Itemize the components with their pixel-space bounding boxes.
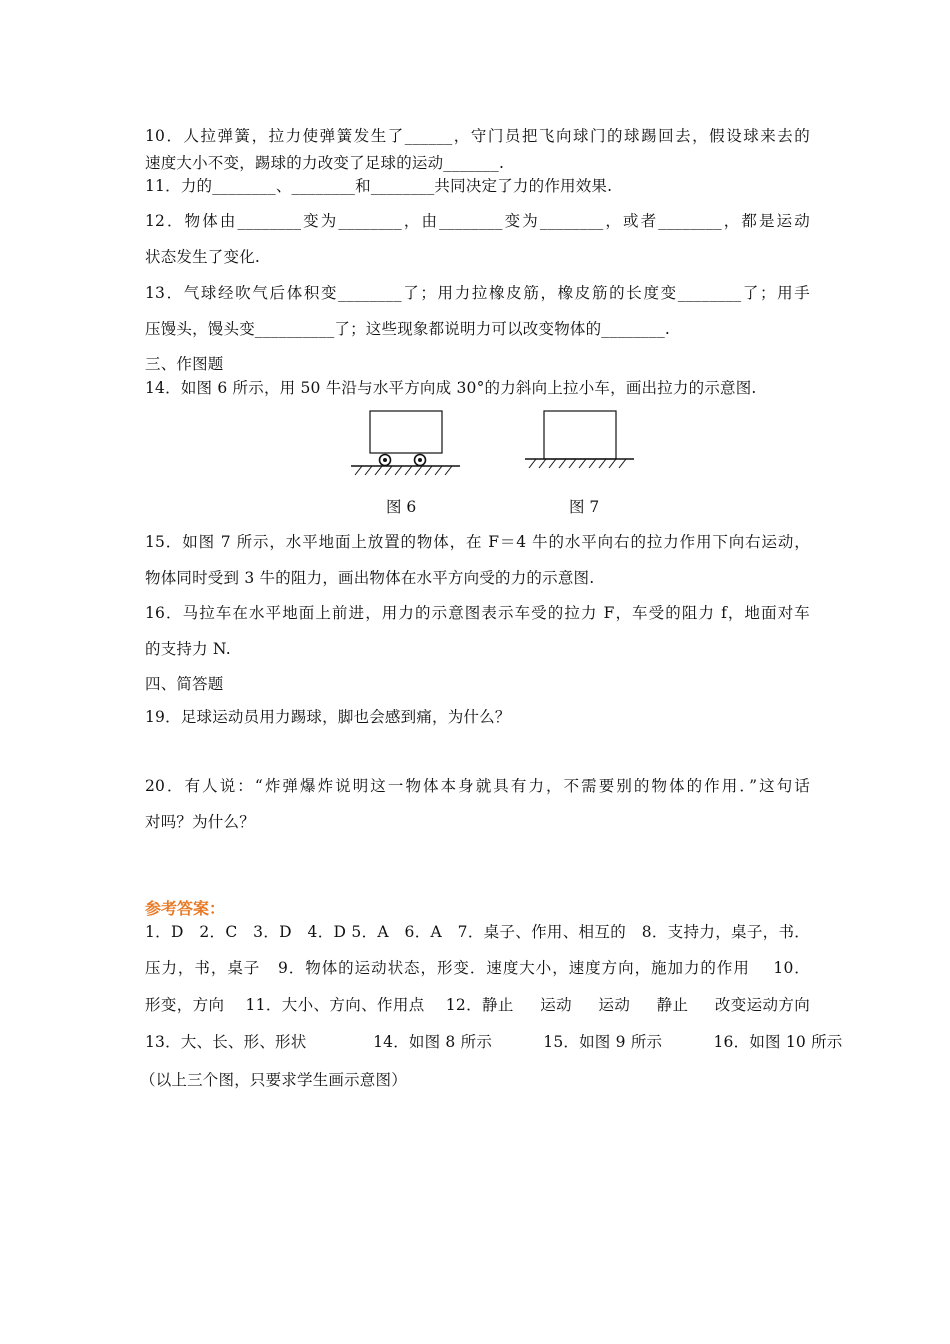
question-15-line-1: 15．如图 7 所示，水平地面上放置的物体，在 F＝4 牛的水平向右的拉力作用下向右运动， [145, 533, 810, 551]
figure-6-cart-diagram [348, 405, 463, 477]
question-13-line-1: 13．气球经吹气后体积变________了；用力拉橡皮筋，橡皮筋的长度变________了；用手 [145, 284, 810, 302]
figure-7-caption: 图 7 [569, 498, 600, 516]
question-10-line-2: 速度大小不变，踢球的力改变了足球的运动_______. [145, 154, 505, 172]
section-short-answer-heading: 四、简答题 [145, 675, 224, 693]
answers-line-2: 压力，书，桌子 9．物体的运动状态，形变．速度大小，速度方向，施加力的作用 10． [145, 959, 810, 977]
question-20-line-2: 对吗？为什么？ [145, 813, 255, 831]
question-16-line-1: 16．马拉车在水平地面上前进，用力的示意图表示车受的拉力 F，车受的阻力 f，地面对车 [145, 604, 810, 622]
question-19: 19．足球运动员用力踢球，脚也会感到痛，为什么？ [145, 708, 511, 726]
answers-line-3: 形变，方向 11．大小、方向、作用点 12．静止 运动 运动 静止 改变运动方向 [145, 996, 810, 1014]
figure-7-block-diagram [522, 405, 637, 477]
figure-6-caption: 图 6 [386, 498, 417, 516]
question-14: 14．如图 6 所示，用 50 牛沿与水平方向成 30°的力斜向上拉小车，画出拉力的示意图. [145, 379, 757, 397]
question-12-line-1: 12．物体由________变为________，由________变为________，或者________，都是运动 [145, 212, 810, 230]
cart-body [370, 411, 442, 453]
answers-note: （以上三个图，只要求学生画示意图） [140, 1071, 407, 1089]
answer-heading: 参考答案： [145, 899, 226, 918]
answers-line-4: 13．大、长、形、形状 14．如图 8 所示 15．如图 9 所示 16．如图 10 所示 [145, 1033, 843, 1051]
question-11: 11．力的________、________和________共同决定了力的作用效果. [145, 177, 613, 195]
question-20-line-1: 20．有人说：“炸弹爆炸说明这一物体本身就具有力，不需要别的物体的作用．”这句话 [145, 777, 810, 795]
question-10-line-1: 10．人拉弹簧，拉力使弹簧发生了______，守门员把飞向球门的球踢回去，假设球来去的 [145, 127, 810, 145]
question-16-line-2: 的支持力 N. [145, 640, 231, 658]
question-13-line-2: 压馒头，馒头变__________了；这些现象都说明力可以改变物体的________. [145, 320, 671, 338]
block-body [544, 411, 616, 459]
answers-line-1: 1．D 2．C 3．D 4．D 5．A 6．A 7．桌子、作用、相互的 8．支持力，桌子，书． [145, 923, 810, 941]
question-15-line-2: 物体同时受到 3 牛的阻力，画出物体在水平方向受的力的示意图. [145, 569, 595, 587]
question-12-line-2: 状态发生了变化. [145, 248, 261, 266]
section-drawing-heading: 三、作图题 [145, 355, 224, 373]
